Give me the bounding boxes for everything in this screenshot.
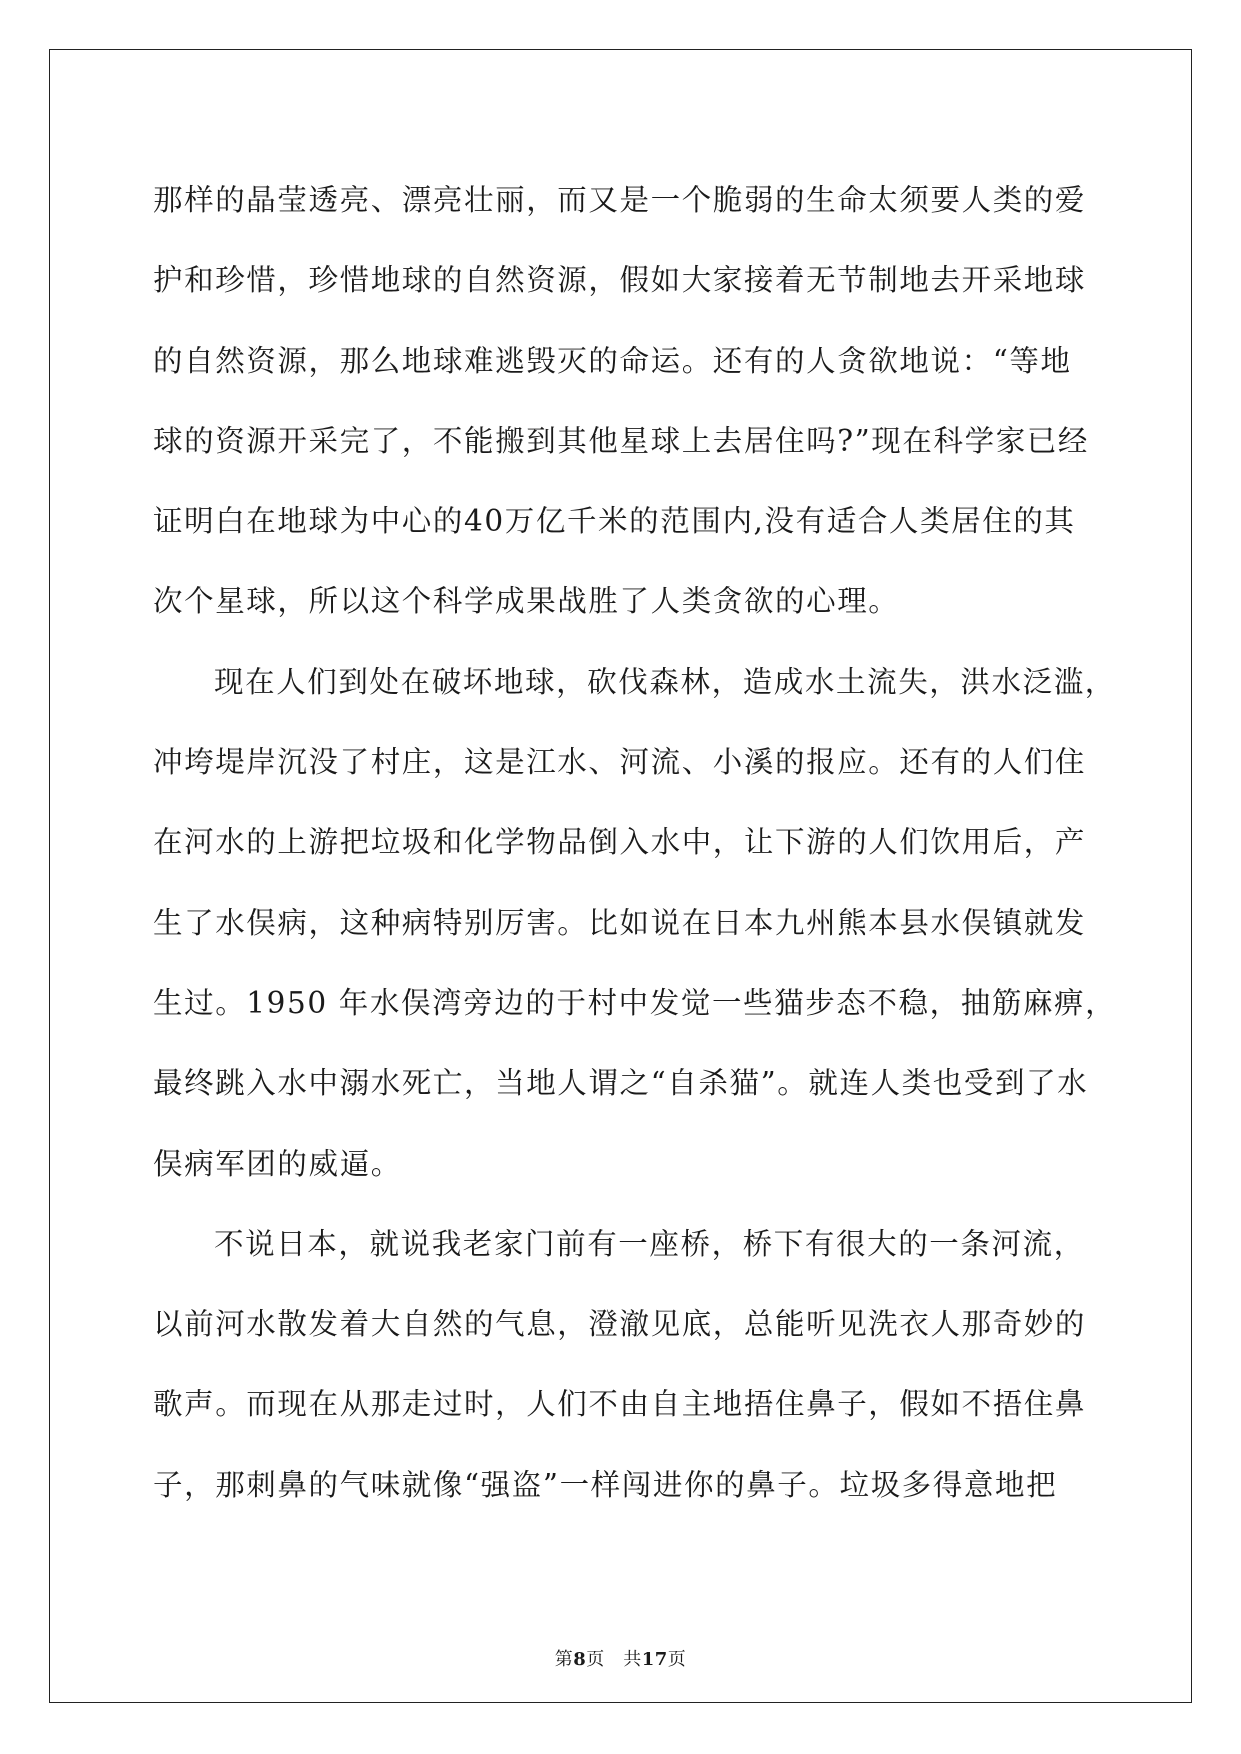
text-line: 现在人们到处在破坏地球，砍伐森林，造成水土流失，洪水泛滥，: [214, 664, 1116, 699]
page-footer: [0, 1645, 1241, 1671]
text-line: 护和珍惜，珍惜地球的自然资源，假如大家接着无节制地去开采地球: [153, 263, 1087, 298]
text-line: 不说日本，就说我老家门前有一座桥，桥下有很大的一条河流，: [214, 1226, 1085, 1261]
text-line: 球的资源开采完了，不能搬到其他星球上去居住吗?”现在科学家已经: [153, 423, 1089, 458]
text-line: 那样的晶莹透亮、漂亮壮丽，而又是一个脆弱的生命太须要人类的爱: [153, 183, 1087, 217]
text-line: 以前河水散发着大自然的气息，澄澈见底，总能听见洗衣人那奇妙的: [153, 1307, 1087, 1342]
document-body: [153, 160, 1117, 1525]
page-number: 8: [573, 1649, 587, 1670]
text-line: 最终跳入水中溺水死亡，当地人谓之“自杀猫”。就连人类也受到了水: [153, 1066, 1089, 1101]
total-pages: 17: [641, 1649, 668, 1670]
text-line: 证明白在地球为中心的40万亿千米的范围内,没有适合人类居住的其: [153, 504, 1076, 539]
text-line: 生过。1950 年水俣湾旁边的于村中发觉一些猫步态不稳，抽筋麻痹，: [153, 985, 1117, 1020]
text-line: 生了水俣病，这种病特别厉害。比如说在日本九州熊本县水俣镇就发: [153, 905, 1087, 940]
footer-suffix: 页: [667, 1649, 687, 1670]
text-line: 次个星球，所以这个科学成果战胜了人类贪欲的心理。: [153, 584, 900, 619]
text-line: 歌声。而现在从那走过时，人们不由自主地捂住鼻子，假如不捂住鼻: [153, 1387, 1087, 1422]
footer-mid: 页 共: [586, 1649, 642, 1670]
text-line: 俣病军团的威逼。: [153, 1146, 402, 1181]
text-line: 子，那刺鼻的气味就像“强盗”一样闯进你的鼻子。垃圾多得意地把: [153, 1467, 1058, 1502]
footer-prefix: 第: [554, 1649, 574, 1670]
paragraph: [153, 160, 1093, 642]
paragraph: [153, 642, 1117, 1204]
text-line: 冲垮堤岸沉没了村庄，这是江水、河流、小溪的报应。还有的人们住: [153, 745, 1087, 780]
paragraph: [153, 1204, 1093, 1525]
text-line: 在河水的上游把垃圾和化学物品倒入水中，让下游的人们饮用后，产: [153, 825, 1087, 860]
text-line: 的自然资源，那么地球难逃毁灭的命运。还有的人贪欲地说：“等地: [153, 343, 1072, 378]
